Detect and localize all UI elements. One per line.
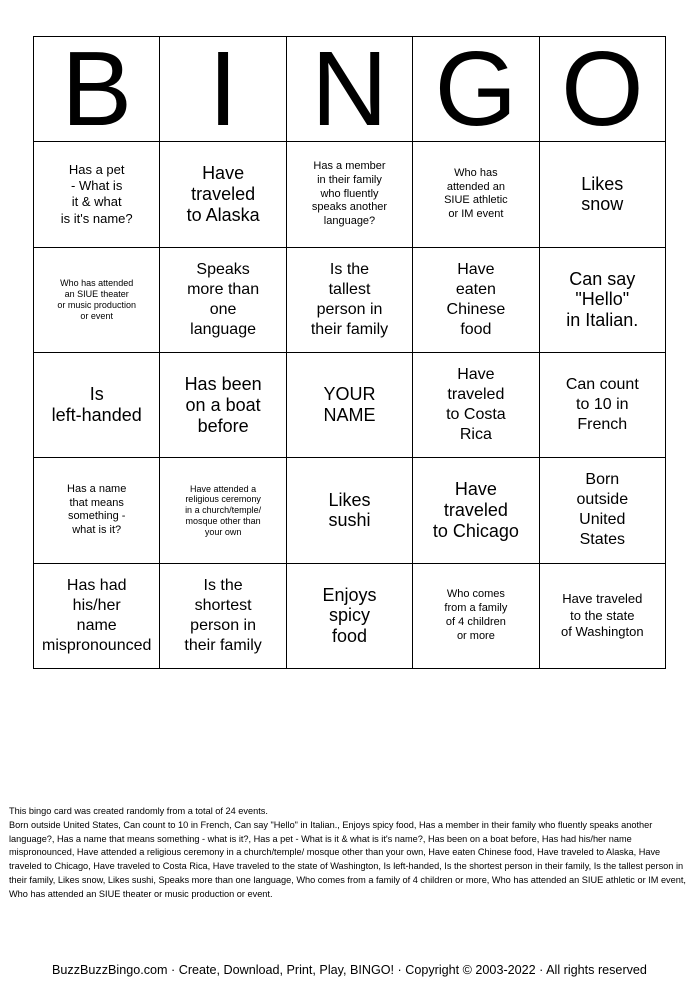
bingo-cell xyxy=(34,248,160,353)
bingo-cell-text: Can say "Hello" in Italian. xyxy=(566,268,639,331)
bingo-cell xyxy=(34,458,160,563)
footer-copyright: BuzzBuzzBingo.com · Create, Download, Print, Play, BINGO! · Copyright © 2003-2022 · All rights reserved xyxy=(52,963,647,977)
bingo-cell xyxy=(413,248,539,353)
bingo-cell xyxy=(540,142,666,247)
bingo-cell-text: Likes snow xyxy=(581,173,624,215)
bingo-cell xyxy=(34,353,160,458)
bingo-board xyxy=(33,36,666,669)
bingo-cell xyxy=(540,458,666,563)
bingo-cell xyxy=(34,142,160,247)
bingo-cell xyxy=(413,564,539,669)
bingo-cell-text: Likes sushi xyxy=(328,489,371,531)
bingo-cell xyxy=(413,458,539,563)
bingo-cell-text: Speaks more than one language xyxy=(187,260,260,338)
header-letter-i: I xyxy=(160,37,286,142)
bingo-cell xyxy=(34,564,160,669)
bingo-cell-text: Has a member in their family who fluently speaks another language? xyxy=(311,160,388,228)
bingo-cell-text: Have traveled to Alaska xyxy=(186,163,260,225)
bingo-cell-text: Is left-handed xyxy=(51,384,142,426)
bingo-cell xyxy=(160,353,286,458)
bingo-cell xyxy=(160,142,286,247)
header-letter-n: N xyxy=(287,37,413,142)
bingo-cell xyxy=(540,353,666,458)
bingo-cell xyxy=(413,142,539,247)
bingo-cell xyxy=(540,248,666,353)
bingo-cell xyxy=(413,353,539,458)
header-letter-g: G xyxy=(413,37,539,142)
bingo-cell-text: Who has attended an SIUE theater or music production or event xyxy=(57,278,136,321)
bingo-cell xyxy=(287,353,413,458)
bingo-cell xyxy=(160,248,286,353)
bingo-cell-text: Have traveled to the state of Washington xyxy=(560,591,644,639)
card-description xyxy=(9,805,691,902)
bingo-cell-text: Have traveled to Chicago xyxy=(432,479,519,541)
bingo-cell-text: Have traveled to Costa Rica xyxy=(446,366,506,444)
bingo-cell-text: Have eaten Chinese food xyxy=(446,260,506,338)
header-letter-o: O xyxy=(540,37,666,142)
bingo-cell-text: Has a name that means something - what is it? xyxy=(67,482,127,537)
bingo-cell-text: Is the tallest person in their family xyxy=(310,260,389,338)
bingo-cell-text: YOUR NAME xyxy=(323,384,376,426)
bingo-cell-text: Have attended a religious ceremony in a church/temple/ mosque other than your own xyxy=(185,483,262,537)
bingo-cell-text: Born outside United States xyxy=(576,471,629,549)
header-letter-b: B xyxy=(34,37,160,142)
bingo-cell xyxy=(287,458,413,563)
bingo-cell-text: Can count to 10 in French xyxy=(565,376,639,434)
bingo-cell-text: Is the shortest person in their family xyxy=(184,576,262,654)
bingo-cell-text: Has been on a boat before xyxy=(184,374,262,436)
bingo-cell xyxy=(540,564,666,669)
bingo-cell xyxy=(287,142,413,247)
bingo-cell-text: Who comes from a family of 4 children or more xyxy=(444,588,508,642)
bingo-cell xyxy=(287,248,413,353)
bingo-cell xyxy=(160,564,286,669)
event-count-note: This bingo card was created randomly from a total of 24 events. xyxy=(9,806,268,816)
bingo-cell-text: Has had his/her name mispronounced xyxy=(41,576,152,654)
bingo-cell xyxy=(287,564,413,669)
event-list: Born outside United States, Can count to 10 in French, Can say "Hello" in Italian., Enjoys spicy food, Has a member in their family who fluently speaks another language?, Has a name that means something - what is it?, Has a pet - What is it & what is it's name?, Has been on a boat before, Has had his/her name mispronounced, Have attended a religious ceremony in a church/temple/ mosque other than your own, Have eaten Chinese food, Have traveled to Alaska, Have traveled to Chicago, Have traveled to Costa Rica, Have traveled to the state of Washington, Is left-handed, Is the shortest person in their family, Is the tallest person in their family, Likes snow, Likes sushi, Speaks more than one language, Who comes from a family of 4 children or more, Who has attended an SIUE athletic or IM event, Who has attended an SIUE theater or music production or event. xyxy=(9,819,686,899)
bingo-cell-text: Who has attended an SIUE athletic or IM event xyxy=(444,166,508,221)
bingo-cell-text: Has a pet - What is it & what is it's name? xyxy=(60,161,133,226)
bingo-cell xyxy=(160,458,286,563)
bingo-cell-text: Enjoys spicy food xyxy=(322,584,377,647)
